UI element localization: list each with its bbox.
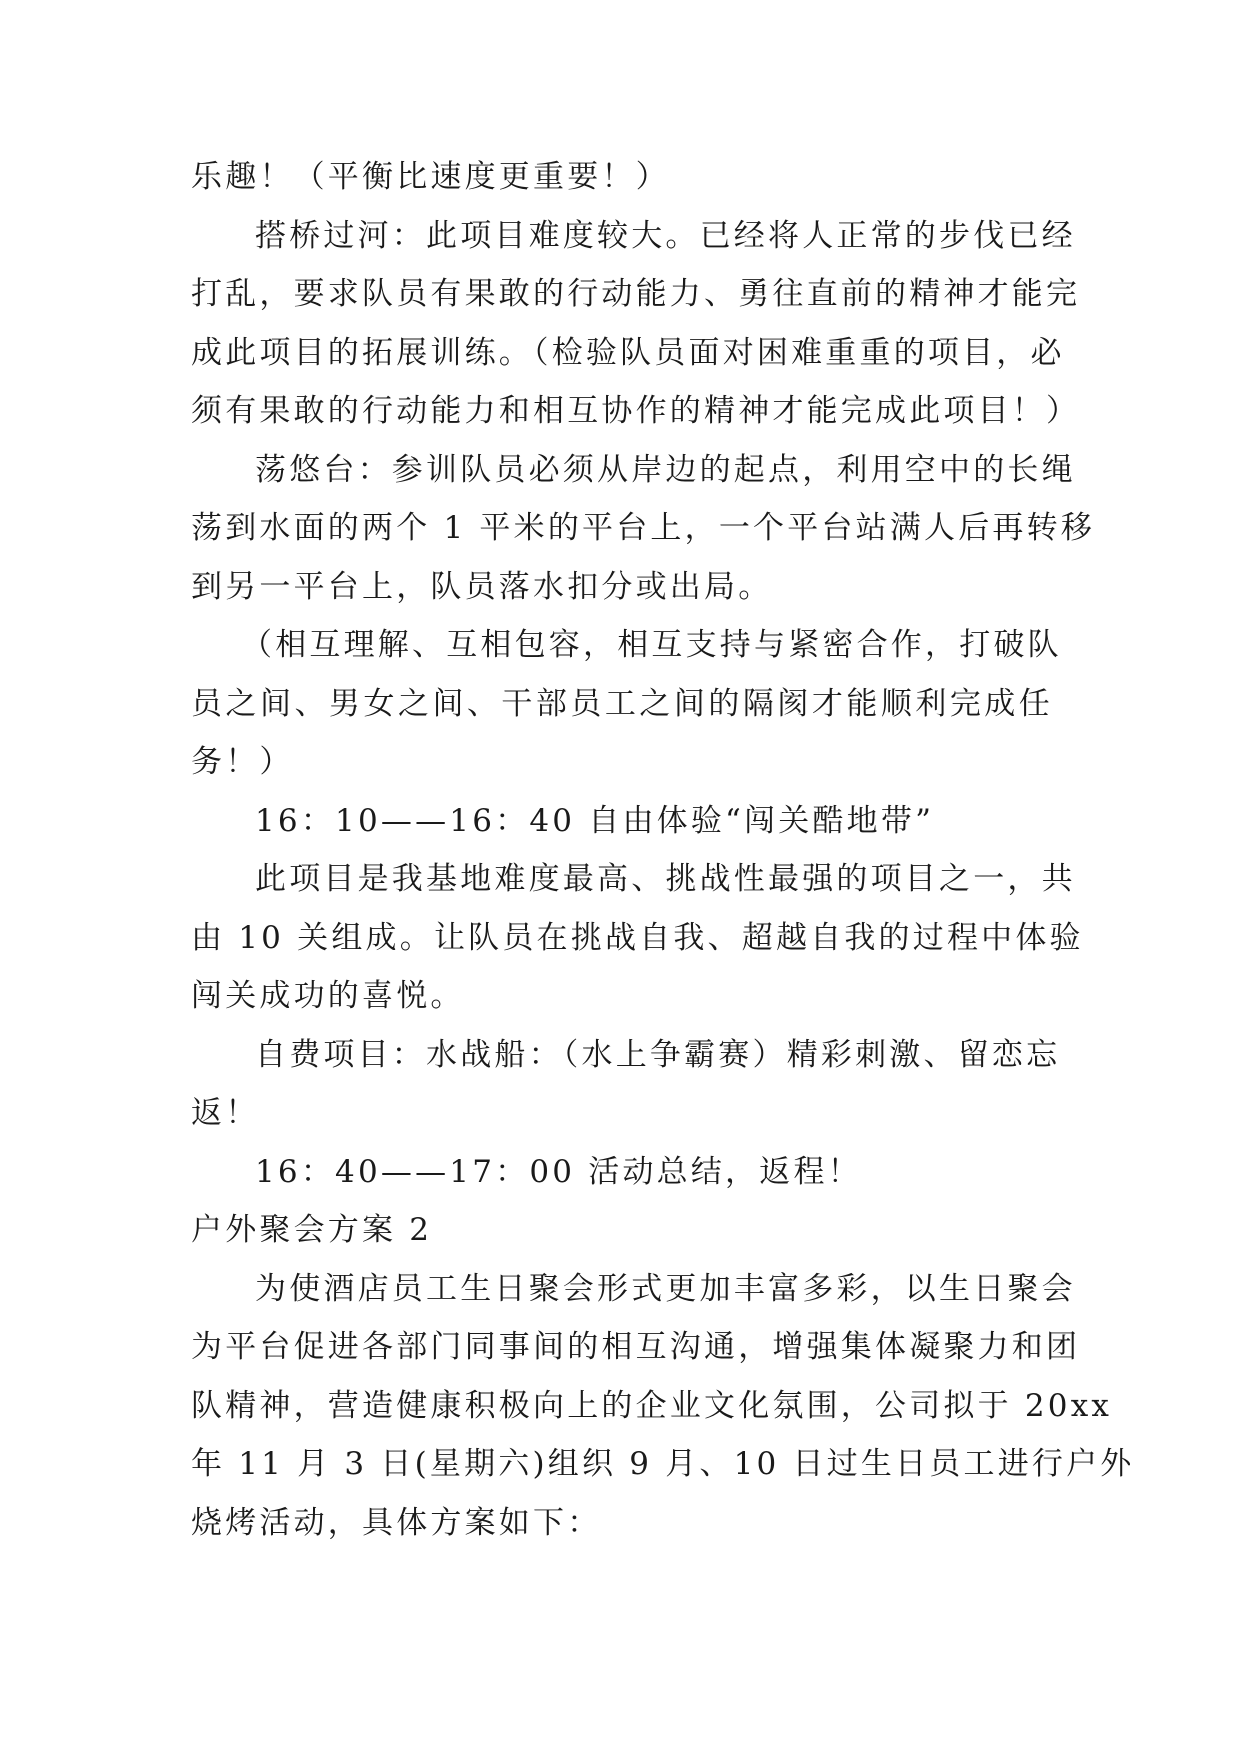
- paragraph-line: 队精神，营造健康积极向上的企业文化氛围，公司拟于 20xx: [191, 1387, 1113, 1424]
- paragraph-line: 此项目是我基地难度最高、挑战性最强的项目之一，共: [255, 861, 1076, 897]
- paragraph-line: 须有果敢的行动能力和相互协作的精神才能完成此项目！）: [191, 393, 1081, 429]
- paragraph-line: 乐趣！（平衡比速度更重要！）: [191, 159, 670, 195]
- paragraph-line: 打乱，要求队员有果敢的行动能力、勇往直前的精神才能完: [191, 276, 1081, 312]
- paragraph-line: 返！: [191, 1095, 260, 1131]
- document-body: [191, 148, 1135, 1552]
- paragraph-line: （相互理解、互相包容，相互支持与紧密合作，打破队: [241, 627, 1062, 663]
- paragraph-line: 务！）: [191, 744, 294, 780]
- paragraph-line: 为使酒店员工生日聚会形式更加丰富多彩，以生日聚会: [255, 1270, 1076, 1307]
- paragraph-line: 搭桥过河：此项目难度较大。已经将人正常的步伐已经: [255, 217, 1076, 254]
- paragraph-line: 到另一平台上，队员落水扣分或出局。: [191, 568, 773, 605]
- schedule-line: 16：40——17：00 活动总结，返程！: [255, 1153, 862, 1190]
- paragraph-line: 荡悠台：参训队员必须从岸边的起点，利用空中的长绳: [255, 451, 1076, 488]
- paragraph-line: 由 10 关组成。让队员在挑战自我、超越自我的过程中体验: [191, 919, 1084, 956]
- schedule-line: 16：10——16：40 自由体验“闯关酷地带”: [255, 802, 935, 839]
- paragraph-line: 成此项目的拓展训练。（检验队员面对困难重重的项目，必: [191, 334, 1065, 371]
- paragraph-line: 年 11 月 3 日(星期六)组织 9 月、10 日过生日员工进行户外: [191, 1446, 1135, 1482]
- paragraph-line: 荡到水面的两个 1 平米的平台上，一个平台站满人后再转移: [191, 510, 1096, 546]
- paragraph-line: 员之间、男女之间、干部员工之间的隔阂才能顺利完成任: [191, 685, 1053, 722]
- paragraph-line: 闯关成功的喜悦。: [191, 978, 465, 1014]
- paragraph-line: 自费项目：水战船：（水上争霸赛）精彩刺激、留恋忘: [255, 1036, 1061, 1073]
- section-heading: 户外聚会方案 2: [191, 1212, 433, 1248]
- paragraph-line: 烧烤活动，具体方案如下：: [191, 1504, 602, 1541]
- paragraph-line: 为平台促进各部门同事间的相互沟通，增强集体凝聚力和团: [191, 1329, 1081, 1365]
